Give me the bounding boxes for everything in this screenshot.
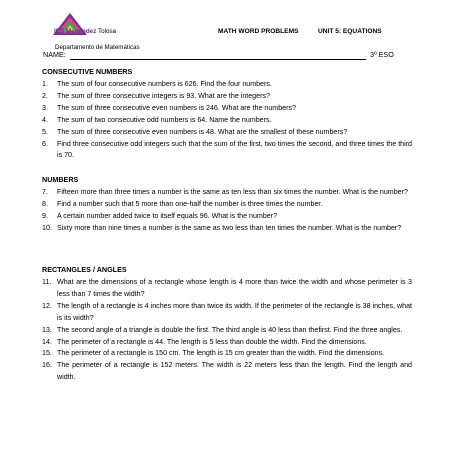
section-title: CONSECUTIVE NUMBERS [42,67,133,76]
problem-list [42,277,412,384]
problem-item: 16. The perimeter of a rectangle is 152 meters. The width is 22 meters less than the length. Find the length and width. [42,361,412,382]
problem-item: 1. The sum of four consecutive numbers is 626. Find the four numbers. [42,80,272,88]
unit-title: UNIT 5: EQUATIONS [318,28,382,35]
problem-item: 7. Fifteen more than three times a number is the same as ten less than six times the number. What is the number? [42,188,408,196]
problem-item: 6. Find three consecutive odd integers such that the sum of the first, two times the second, and three times the third is 70. [42,139,412,160]
section-rectangles-angles [42,265,412,384]
problem-item: 2. The sum of three consecutive integers is 93. What are the integers? [42,91,270,100]
problem-item: 14. The perimeter of a rectangle is 44. The length is 5 less than double the width. Find the dimensions. [42,337,367,346]
department-name: Departamento de Matemáticas [55,44,140,51]
problem-list [42,187,412,235]
section-numbers [42,175,412,235]
section-title: NUMBERS [42,175,79,184]
section-consecutive-numbers [42,67,412,162]
problem-item: 4. The sum of two consecutive odd numbers is 64. Name the numbers. [42,115,272,124]
problem-item: 8. Find a number such that 5 more than one-half the number is three times the number. [42,199,323,208]
name-write-line [70,59,366,60]
worksheet-title: MATH WORD PROBLEMS [218,28,299,35]
problem-item: 3. The sum of three consecutive even numbers is 246. What are the numbers? [42,103,296,112]
problem-item: 15. The perimeter of a rectangle is 150 cm. The length is 15 cm greater than the width. Find the dimensions. [42,349,385,358]
problem-item: 10. Sixty more than nine times a number is the same as two less than ten times the number. What is the number? [42,223,402,232]
section-title: RECTANGLES / ANGLES [42,265,127,274]
problem-item: 12. The length of a rectangle is 4 inches more than twice its width. If the perimeter of the rectangle is 38 inches, what is its width? [42,301,412,322]
problem-item: 11. What are the dimensions of a rectangle whose length is 4 more than twice the width and whose perimeter is 3 less than 7 times the width? [42,278,412,298]
problem-item: 5. The sum of three consecutive even numbers is 48. What are the smallest of these numbers? [42,127,348,136]
school-name: IES Menéndez Tolosa [54,28,117,35]
problem-item: 9. A certain number added twice to itself equals 96. What is the number? [42,211,278,220]
name-label: NAME: [43,50,66,59]
grade-label: 3º ESO [370,50,394,59]
problem-list [42,79,412,162]
problem-item: 13. The second angle of a triangle is double the first. The third angle is 40 less than thefirst. Find the three angles. [42,325,403,334]
